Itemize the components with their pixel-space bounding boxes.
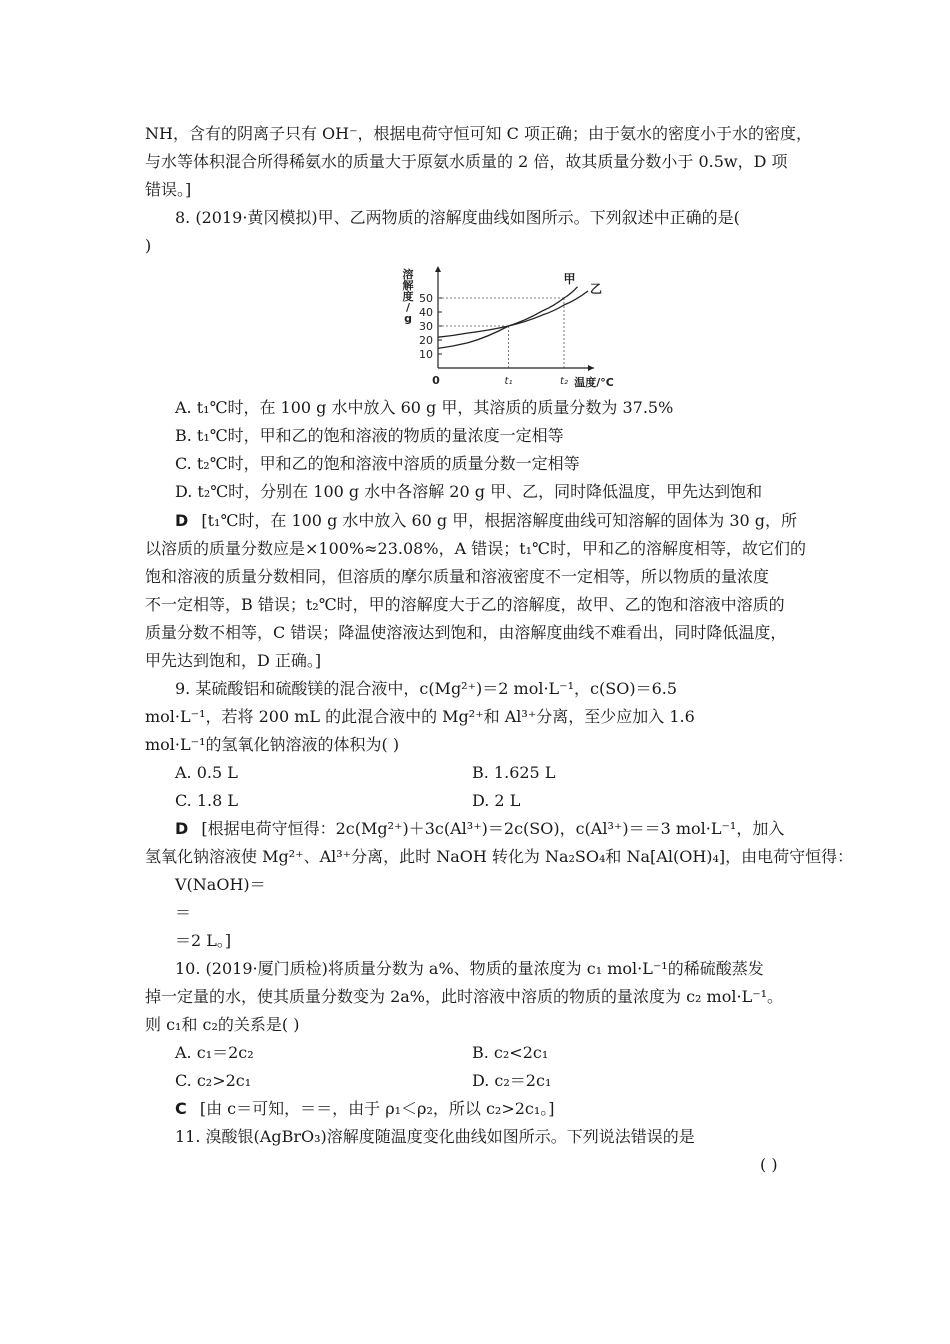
option-8c: C. t₂℃时，甲和乙的饱和溶液中溶质的质量分数一定相等 [175,454,580,473]
option-10b: B. c₂<2c₁ [472,1043,549,1062]
answer-text: [由 c＝可知，＝＝，由于 ρ₁＜ρ₂，所以 c₂>2c₁。] [199,1099,555,1118]
question-11-stem: 11. 溴酸银(AgBrO₃)溶解度随温度变化曲线如图所示。下列说法错误的是 [175,1127,695,1146]
answer-text: [t₁℃时，在 100 g 水中放入 60 g 甲，根据溶解度曲线可知溶解的固体为 30 g，所 [201,511,798,530]
y-tick-label: 30 [419,320,433,333]
x-tick-label: t₁ [504,376,513,387]
question-9-stem: mol·L⁻¹，若将 200 mL 的此混合液中的 Mg²⁺和 Al³⁺分离，至少应加入 1.6 [145,707,695,726]
text-line: NH，含有的阴离子只有 OH⁻，根据电荷守恒可知 C 项正确；由于氨水的密度小于水的密度， [145,124,812,143]
text-line: 氢氧化钠溶液使 Mg²⁺、Al³⁺分离，此时 NaOH 转化为 Na₂SO₄和 Na[Al(OH)₄]，由电荷守恒得： [145,847,854,866]
answer-letter: C [175,1099,187,1118]
text-line: 饱和溶液的质量分数相同，但溶质的摩尔质量和溶液密度不一定相等，所以物质的量浓度 [145,567,770,586]
question-10-stem: 掉一定量的水，使其质量分数变为 2a%，此时溶液中溶质的物质的量浓度为 c₂ mol·L⁻¹。 [145,987,784,1006]
y-axis-label-char: 度 [402,290,414,303]
legend-label-yi: 乙 [590,282,603,296]
text-line: ＝ [175,903,192,922]
answer-8 [175,511,797,531]
answer-9 [175,819,784,839]
text-line: 错误。] [145,180,192,199]
text-line: V(NaOH)＝ [175,875,266,894]
series-line-yi [438,291,588,337]
answer-10 [175,1099,555,1119]
option-8b: B. t₁℃时，甲和乙的饱和溶液的物质的量浓度一定相等 [175,426,564,445]
option-8d: D. t₂℃时，分别在 100 g 水中各溶解 20 g 甲、乙，同时降低温度，甲先达到饱和 [175,482,763,501]
answer-text: [根据电荷守恒得：2c(Mg²⁺)＋3c(Al³⁺)＝2c(SO)，c(Al³⁺)＝＝3 mol·L⁻¹，加入 [201,819,785,838]
y-tick-label: 20 [419,334,433,347]
question-9-stem: mol·L⁻¹的氢氧化钠溶液的体积为( ) [145,735,400,754]
text-line: 与水等体积混合所得稀氨水的质量大于原氨水质量的 2 倍，故其质量分数小于 0.5w，D 项 [145,152,788,171]
question-10-stem: 10. (2019·厦门质检)将质量分数为 a%、物质的量浓度为 c₁ mol·L⁻¹的稀硫酸蒸发 [175,959,764,978]
text-line: 甲先达到饱和，D 正确。] [145,651,322,670]
y-tick-label: 40 [419,306,433,319]
answer-letter: D [175,511,189,530]
option-9b: B. 1.625 L [472,763,556,782]
option-9c: C. 1.8 L [175,791,238,810]
question-9-stem: 9. 某硫酸铝和硫酸镁的混合液中，c(Mg²⁺)＝2 mol·L⁻¹，c(SO)＝6.5 [175,679,678,698]
option-10a: A. c₁＝2c₂ [175,1043,254,1062]
option-10c: C. c₂>2c₁ [175,1071,252,1090]
y-axis-arrow [435,266,441,272]
x-axis-label: 温度/°C [574,376,614,389]
text-line: 质量分数不相等，C 错误；降温使溶液达到饱和，由溶解度曲线不难看出，同时降低温度， [145,623,787,642]
text-line: 不一定相等，B 错误；t₂℃时，甲的溶解度大于乙的溶解度，故甲、乙的饱和溶液中溶质的 [145,595,785,614]
y-axis-label-char: / [405,301,411,314]
answer-letter: D [175,819,189,838]
text-line: ＝2 L。] [175,931,232,950]
y-axis-label-char: g [404,312,412,325]
text-line: 以溶质的质量分数应是×100%≈23.08%，A 错误；t₁℃时，甲和乙的溶解度相等，故它们的 [145,539,806,558]
option-8a: A. t₁℃时，在 100 g 水中放入 60 g 甲，其溶质的质量分数为 37.5% [175,398,674,417]
series-line-jia [438,287,578,349]
option-9a: A. 0.5 L [175,763,238,782]
question-11-bracket: ( ) [760,1155,778,1174]
y-tick-label: 50 [419,292,433,305]
x-axis-arrow [588,365,594,371]
solubility-chart [398,262,614,390]
question-8-stem: 8. (2019·黄冈模拟)甲、乙两物质的溶解度曲线如图所示。下列叙述中正确的是( [175,208,740,227]
origin-label: 0 [432,374,440,387]
legend-label-jia: 甲 [563,271,576,286]
y-axis-label-char: 溶 [402,268,414,281]
option-10d: D. c₂＝2c₁ [472,1071,552,1090]
question-8-stem: ) [145,236,152,255]
question-10-stem: 则 c₁和 c₂的关系是( ) [145,1015,300,1034]
x-tick-label: t₂ [560,376,568,387]
y-axis-label-char: 解 [402,279,414,292]
option-9d: D. 2 L [472,791,521,810]
y-tick-label: 10 [419,348,433,361]
